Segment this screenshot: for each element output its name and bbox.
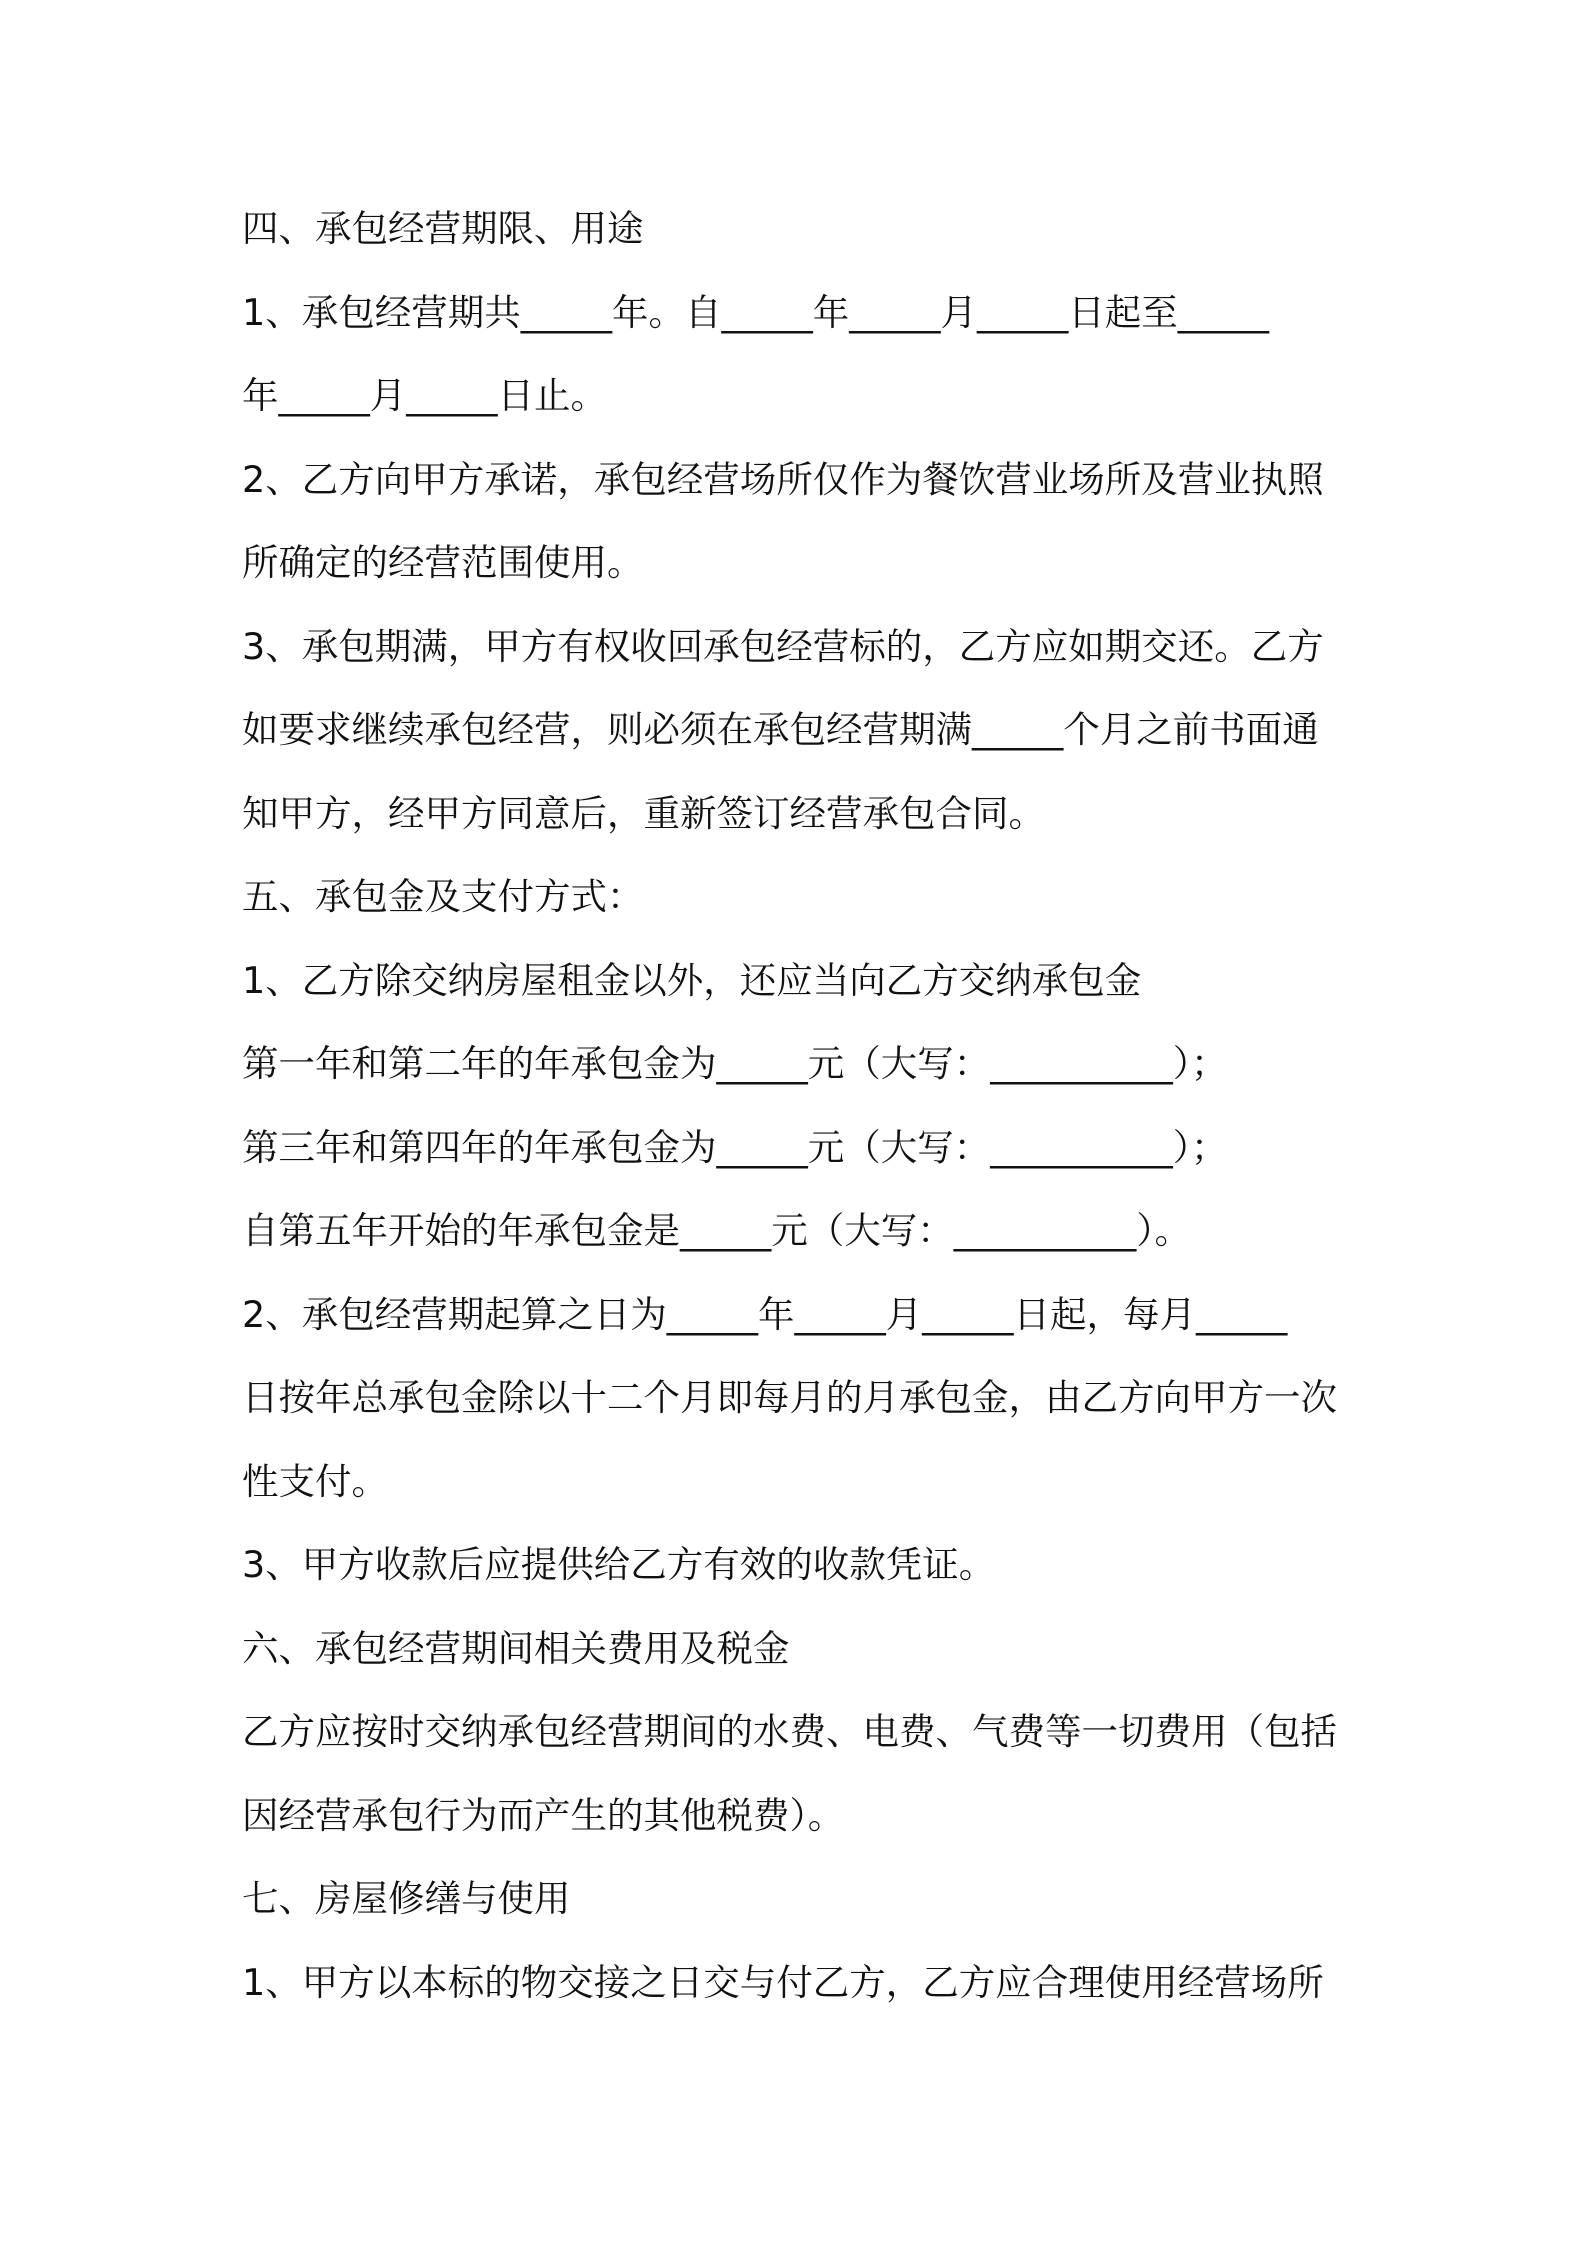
paragraph-line: 2、乙方向甲方承诺，承包经营场所仅作为餐饮营业场所及营业执照	[242, 457, 1324, 501]
paragraph-line: 乙方应按时交纳承包经营期间的水费、电费、气费等一切费用（包括	[242, 1710, 1337, 1753]
paragraph-line: 第三年和第四年的年承包金为_____元（大写：__________）；	[242, 1125, 1228, 1169]
paragraph-line: 知甲方，经甲方同意后，重新签订经营承包合同。	[242, 791, 1045, 835]
paragraph-line: 所确定的经营范围使用。	[242, 541, 644, 584]
paragraph-line: 年_____月_____日止。	[242, 374, 607, 417]
paragraph-line: 如要求继续承包经营，则必须在承包经营期满_____个月之前书面通	[242, 708, 1319, 751]
document-body	[242, 199, 1360, 2036]
paragraph-line: 因经营承包行为而产生的其他税费）。	[242, 1793, 845, 1837]
paragraph-line: 自第五年开始的年承包金是_____元（大写：__________）。	[242, 1209, 1191, 1252]
paragraph-line: 2、承包经营期起算之日为_____年_____月_____日起，每月_____	[242, 1292, 1288, 1336]
paragraph-line: 性支付。	[242, 1459, 388, 1503]
section-heading-repair-and-use: 七、房屋修缮与使用	[242, 1877, 571, 1920]
paragraph-line: 3、承包期满，甲方有权收回承包经营标的，乙方应如期交还。乙方	[242, 624, 1324, 668]
paragraph-line: 1、承包经营期共_____年。自_____年_____月_____日起至_____	[242, 290, 1269, 334]
section-heading-fee-and-payment: 五、承包金及支付方式：	[242, 875, 644, 918]
paragraph-line: 3、甲方收款后应提供给乙方有效的收款凭证。	[242, 1543, 996, 1586]
paragraph-line: 日按年总承包金除以十二个月即每月的月承包金，由乙方向甲方一次	[242, 1376, 1337, 1419]
paragraph-line: 1、乙方除交纳房屋租金以外，还应当向乙方交纳承包金	[242, 958, 1142, 1002]
section-heading-term-and-use: 四、承包经营期限、用途	[242, 207, 644, 250]
paragraph-line: 第一年和第二年的年承包金为_____元（大写：__________）；	[242, 1042, 1228, 1085]
paragraph-line: 1、甲方以本标的物交接之日交与付乙方，乙方应合理使用经营场所	[242, 1960, 1324, 2004]
section-heading-expenses-and-taxes: 六、承包经营期间相关费用及税金	[242, 1626, 790, 1670]
